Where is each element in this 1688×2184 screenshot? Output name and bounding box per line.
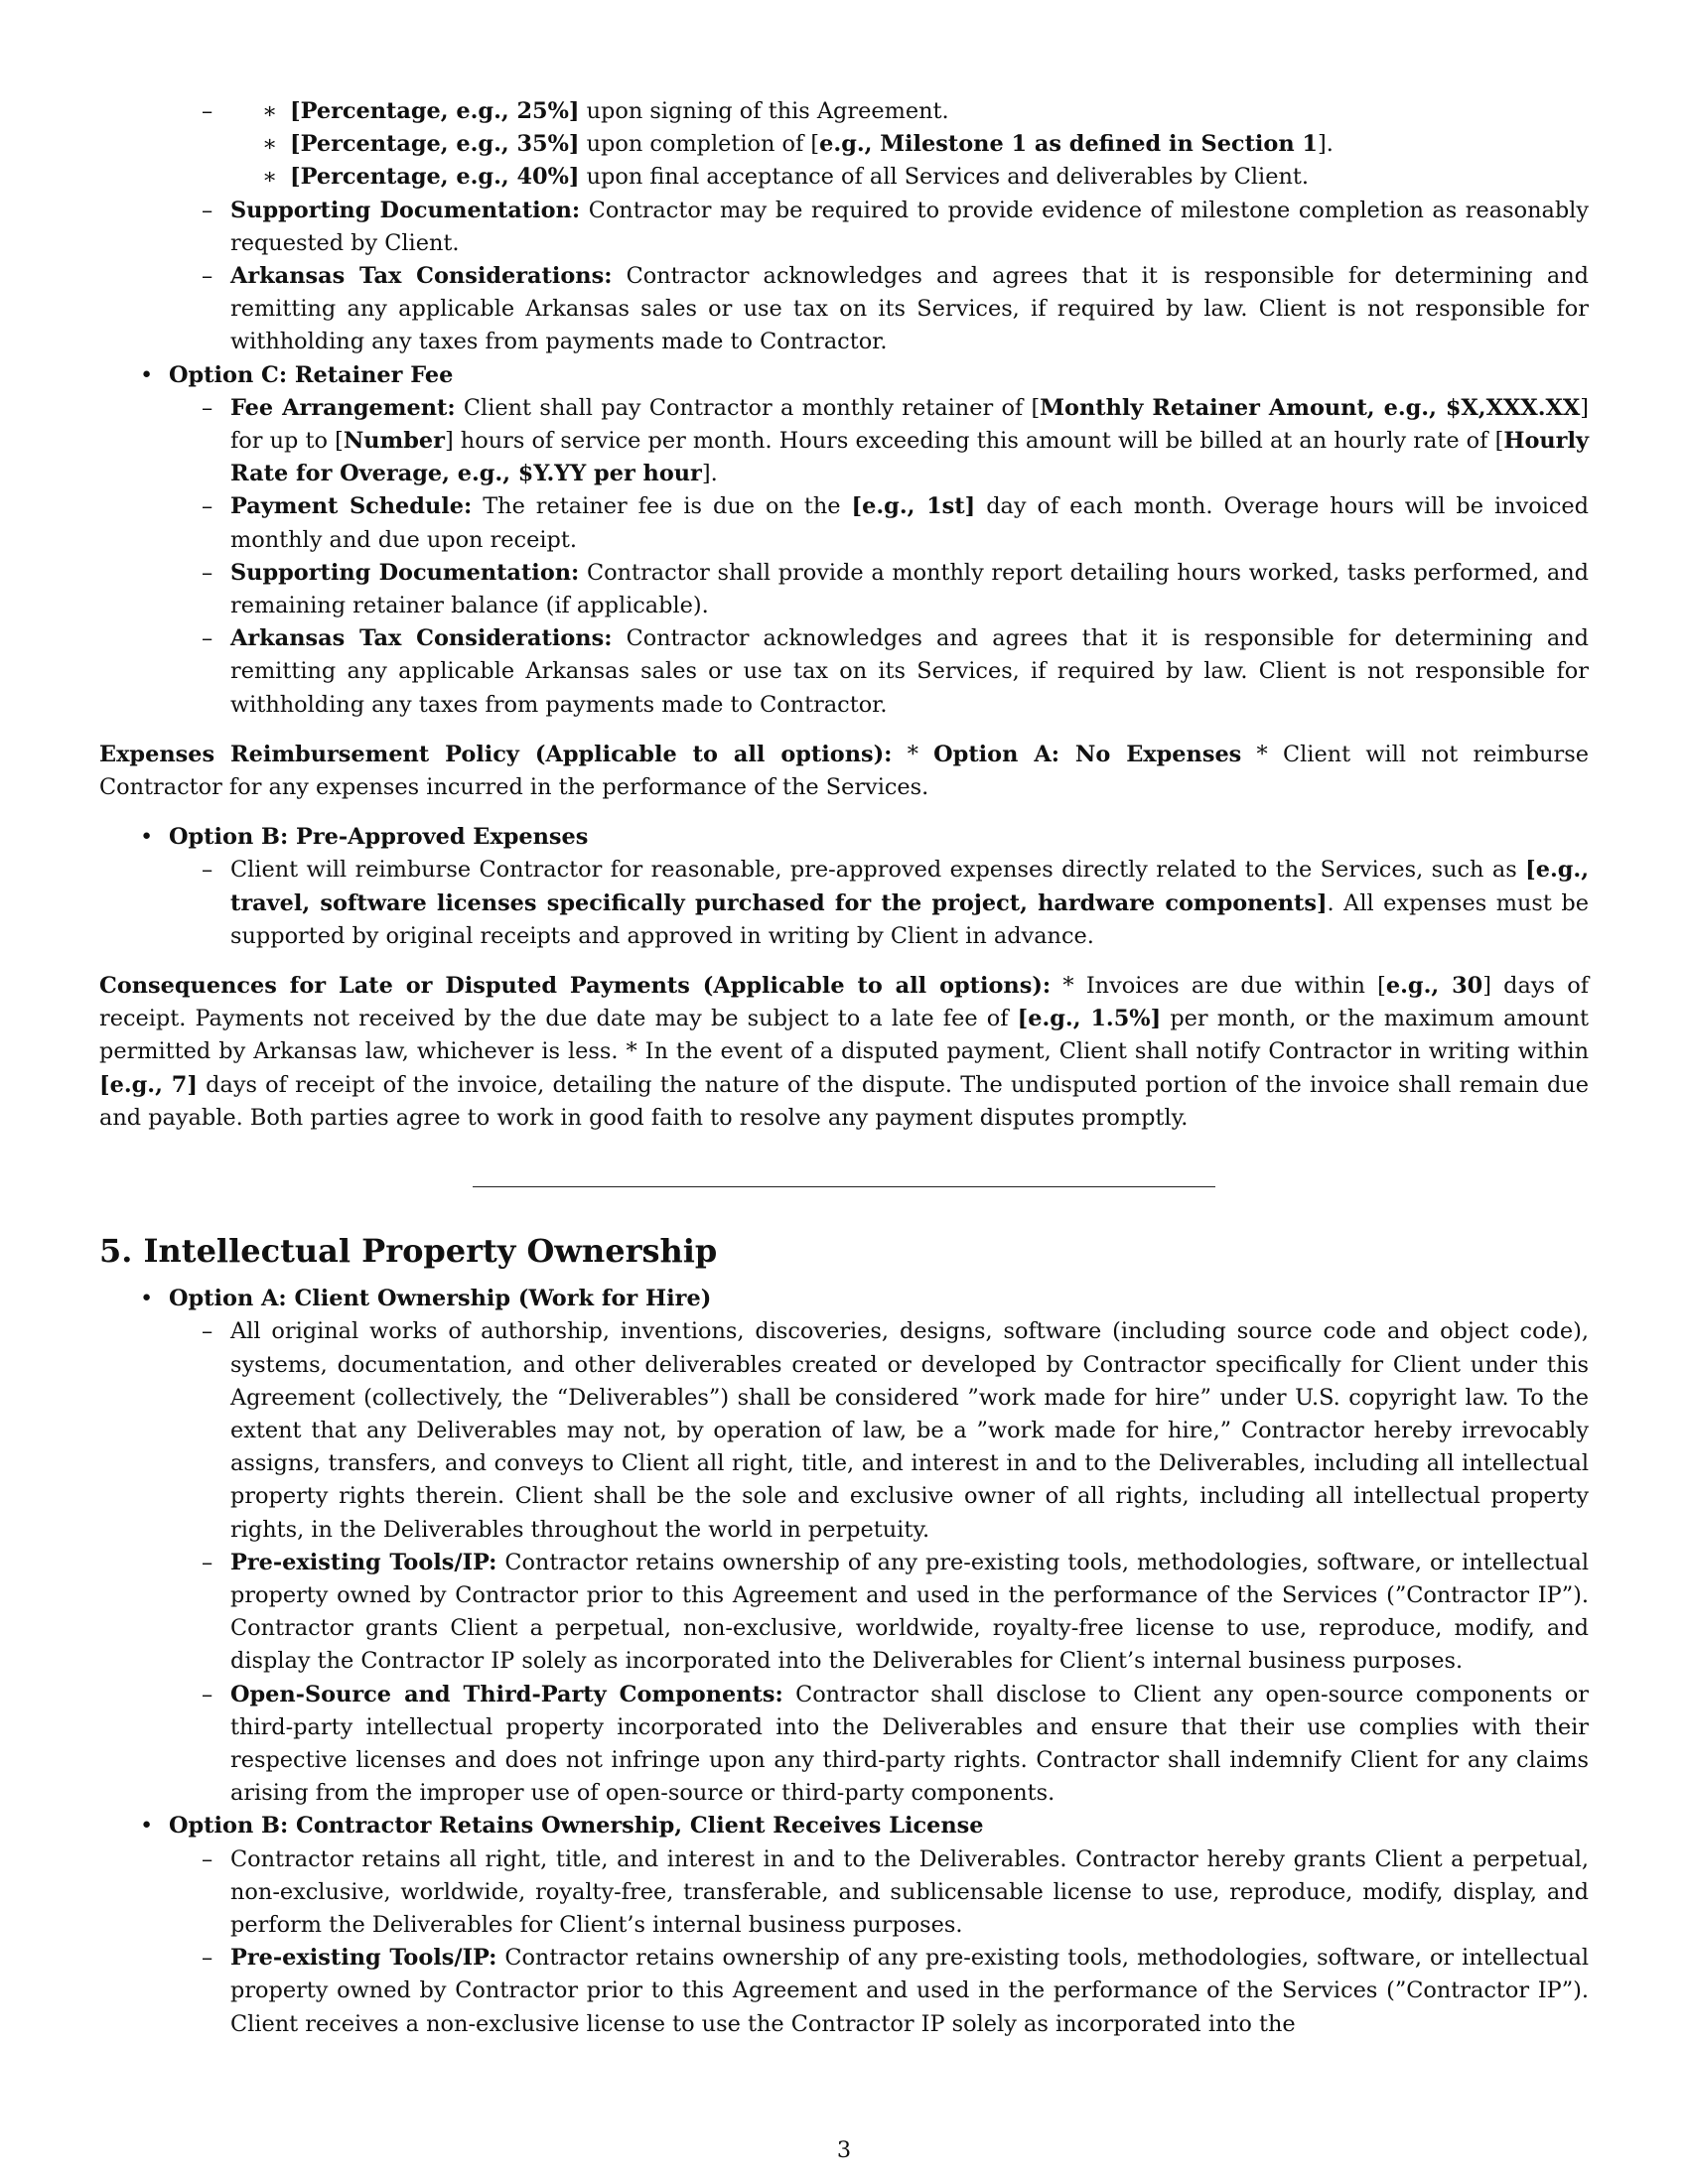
section-heading: 5. Intellectual Property Ownership <box>99 1232 718 1271</box>
list-item: ∗ [Percentage, e.g., 40%] upon final acceptance of all Services and deliverables by Client. <box>290 161 1589 194</box>
ip-option-a-sublist <box>169 1315 1589 1810</box>
list-item: • Option B: Pre-Approved Expenses – Client will reimburse Contractor for reasonable, pre-approved expenses directly related to the Services, such as [e.g., travel, software licenses specifically purchased for the project, hardware components]. All expenses must be supported by original receipts and approved in writing by Client in advance. <box>169 821 1589 953</box>
ip-option-b-sublist <box>169 1843 1589 2041</box>
list-item: • Option B: Contractor Retains Ownership, Client Receives License – Contractor retains all right, title, and interest in and to the Deliverables. Contractor hereby grants Client a perpetual, non-exclusive, worldwide, royalty-free, transferable, and sublicensable license to use, reproduce, modify, display, and perform the Deliverables for Client’s internal business purposes. – Pre-existing Tools/IP: Contractor retains ownership of any pre-existing tools, methodologies, software, or intellectual property owned by Contractor prior to this Agreement and used in the performance of the Services (”Contractor IP”). Client receives a non-exclusive license to use the Contractor IP solely as incorporated into the <box>169 1810 1589 2040</box>
option-c-item: • Option C: Retainer Fee – Fee Arrangement: Client shall pay Contractor a monthly retainer of [Monthly Retainer Amount, e.g., $X,XXX.XX] for up to [Number] hours of service per month. Hours exceeding this amount will be billed at an hourly rate of [Hourly Rate for Overage, e.g., $Y.YY per hour]. – Payment Schedule: The retainer fee is due on the [e.g., 1st] day of each month. Overage hours will be invoiced monthly and due upon receipt. – Supporting Documentation: Contractor shall provide a monthly report detailing hours worked, tasks performed, and remaining retainer balance (if applicable). – Arkansas Tax Considerations: Contractor acknowledges and agrees that it is responsible for determining and remitting any applicable Arkansas sales or use tax on its Services, if required by law. Client is not responsible for withholding any taxes from payments made to Contractor. <box>169 359 1589 722</box>
list-item: – Contractor retains all right, title, and interest in and to the Deliverables. Contractor hereby grants Client a perpetual, non-exclusive, worldwide, royalty-free, transferable, and sublicensable license to use, reproduce, modify, display, and perform the Deliverables for Client’s internal business purposes. <box>230 1843 1589 1943</box>
list-item: ∗ [Percentage, e.g., 35%] upon completion of [e.g., Milestone 1 as defined in Section 1]. <box>290 128 1589 161</box>
list-item: – Pre-existing Tools/IP: Contractor retains ownership of any pre-existing tools, methodologies, software, or intellectual property owned by Contractor prior to this Agreement and used in the performance of the Services (”Contractor IP”). Client receives a non-exclusive license to use the Contractor IP solely as incorporated into the <box>230 1942 1589 2041</box>
list-item: – Payment Schedule: The retainer fee is due on the [e.g., 1st] day of each month. Overage hours will be invoiced monthly and due upon receipt. <box>230 490 1589 556</box>
expenses-paragraph: Expenses Reimbursement Policy (Applicable to all options): * Option A: No Expenses * Client will not reimburse Contractor for any expenses incurred in the performance of the Services. <box>99 741 1589 801</box>
expenses-sublist <box>169 854 1589 953</box>
list-item: • Option A: Client Ownership (Work for Hire) – All original works of authorship, inventions, discoveries, designs, software (including source code and object code), systems, documentation, and other deliverables created or developed by Contractor specifically for Client under this Agreement (collectively, the “Deliverables”) shall be considered ”work made for hire” under U.S. copyright law. To the extent that any Deliverables may not, by operation of law, be a ”work made for hire,” Contractor hereby irrevocably assigns, transfers, and conveys to Client all right, title, and interest in and to the Deliverables, including all intellectual property rights therein. Client shall be the sole and exclusive owner of all rights, including all intellectual property rights, in the Deliverables throughout the world in perpetuity. – Pre-existing Tools/IP: Contractor retains ownership of any pre-existing tools, methodologies, software, or intellectual property owned by Contractor prior to this Agreement and used in the performance of the Services (”Contractor IP”). Contractor grants Client a perpetual, non-exclusive, worldwide, royalty-free license to use, reproduce, modify, and display the Contractor IP solely as incorporated into the Deliverables for Client’s internal business purposes. – Open-Source and Third-Party Components: Contractor shall disclose to Client any open-source components or third-party intellectual property incorporated into the Deliverables and ensure that their use complies with their respective licenses and does not infringe upon any third-party rights. Contractor shall indemnify Client for any claims arising from the improper use of open-source or third-party components. <box>169 1283 1589 1810</box>
expenses-options-list <box>99 821 1589 953</box>
list-item: – Client will reimburse Contractor for reasonable, pre-approved expenses directly related to the Services, such as [e.g., travel, software licenses specifically purchased for the project, hardware components]. All expenses must be supported by original receipts and approved in writing by Client in advance. <box>230 854 1589 953</box>
list-item: – Arkansas Tax Considerations: Contractor acknowledges and agrees that it is responsible for determining and remitting any applicable Arkansas sales or use tax on its Services, if required by law. Client is not responsible for withholding any taxes from payments made to Contractor. <box>230 622 1589 722</box>
list-item: – All original works of authorship, inventions, discoveries, designs, software (including source code and object code), systems, documentation, and other deliverables created or developed by Contractor specifically for Client under this Agreement (collectively, the “Deliverables”) shall be considered ”work made for hire” under U.S. copyright law. To the extent that any Deliverables may not, by operation of law, be a ”work made for hire,” Contractor hereby irrevocably assigns, transfers, and conveys to Client all right, title, and interest in and to the Deliverables, including all intellectual property rights therein. Client shall be the sole and exclusive owner of all rights, including all intellectual property rights, in the Deliverables throughout the world in perpetuity. <box>230 1315 1589 1546</box>
late-payments-paragraph: Consequences for Late or Disputed Payments (Applicable to all options): * Invoices are due within [e.g., 30] days of receipt. Payments not received by the due date may be subject to a late fee of [e.g., 1.5%] per month, or the maximum amount permitted by Arkansas law, whichever is less. * In the event of a disputed payment, Client shall notify Contractor in writing within [e.g., 7] days of receipt of the invoice, detailing the nature of the dispute. The undisputed portion of the invoice shall remain due and payable. Both parties agree to work in good faith to resolve any payment disputes promptly. <box>99 973 1589 1131</box>
list-item: – Open-Source and Third-Party Components: Contractor shall disclose to Client any open-source components or third-party intellectual property incorporated into the Deliverables and ensure that their use complies with their respective licenses and does not infringe upon any third-party rights. Contractor shall indemnify Client for any claims arising from the improper use of open-source or third-party components. <box>230 1679 1589 1811</box>
list-item: – Supporting Documentation: Contractor may be required to provide evidence of milestone completion as reasonably requested by Client. <box>230 195 1589 260</box>
option-b-sublist <box>169 95 1589 359</box>
option-c-sublist <box>169 392 1589 722</box>
ip-options-list <box>99 1283 1589 2041</box>
list-item: – Fee Arrangement: Client shall pay Contractor a monthly retainer of [Monthly Retainer Amount, e.g., $X,XXX.XX] for up to [Number] hours of service per month. Hours exceeding this amount will be billed at an hourly rate of [Hourly Rate for Overage, e.g., $Y.YY per hour]. <box>230 392 1589 491</box>
page-number: 3 <box>836 2137 852 2163</box>
list-item: – Arkansas Tax Considerations: Contractor acknowledges and agrees that it is responsible for determining and remitting any applicable Arkansas sales or use tax on its Services, if required by law. Client is not responsible for withholding any taxes from payments made to Contractor. <box>230 260 1589 359</box>
payment-options-list <box>99 95 1589 722</box>
list-item: – Supporting Documentation: Contractor shall provide a monthly report detailing hours worked, tasks performed, and remaining retainer balance (if applicable). <box>230 557 1589 622</box>
list-item: ∗ – [Percentage, e.g., 25%] upon signing of this Agreement. <box>290 95 1589 128</box>
section-divider <box>473 1186 1215 1187</box>
list-item: – Pre-existing Tools/IP: Contractor retains ownership of any pre-existing tools, methodologies, software, or intellectual property owned by Contractor prior to this Agreement and used in the performance of the Services (”Contractor IP”). Contractor grants Client a perpetual, non-exclusive, worldwide, royalty-free license to use, reproduce, modify, and display the Contractor IP solely as incorporated into the Deliverables for Client’s internal business purposes. <box>230 1547 1589 1679</box>
document-page <box>99 95 1589 2041</box>
payment-percentages-list <box>230 95 1589 195</box>
